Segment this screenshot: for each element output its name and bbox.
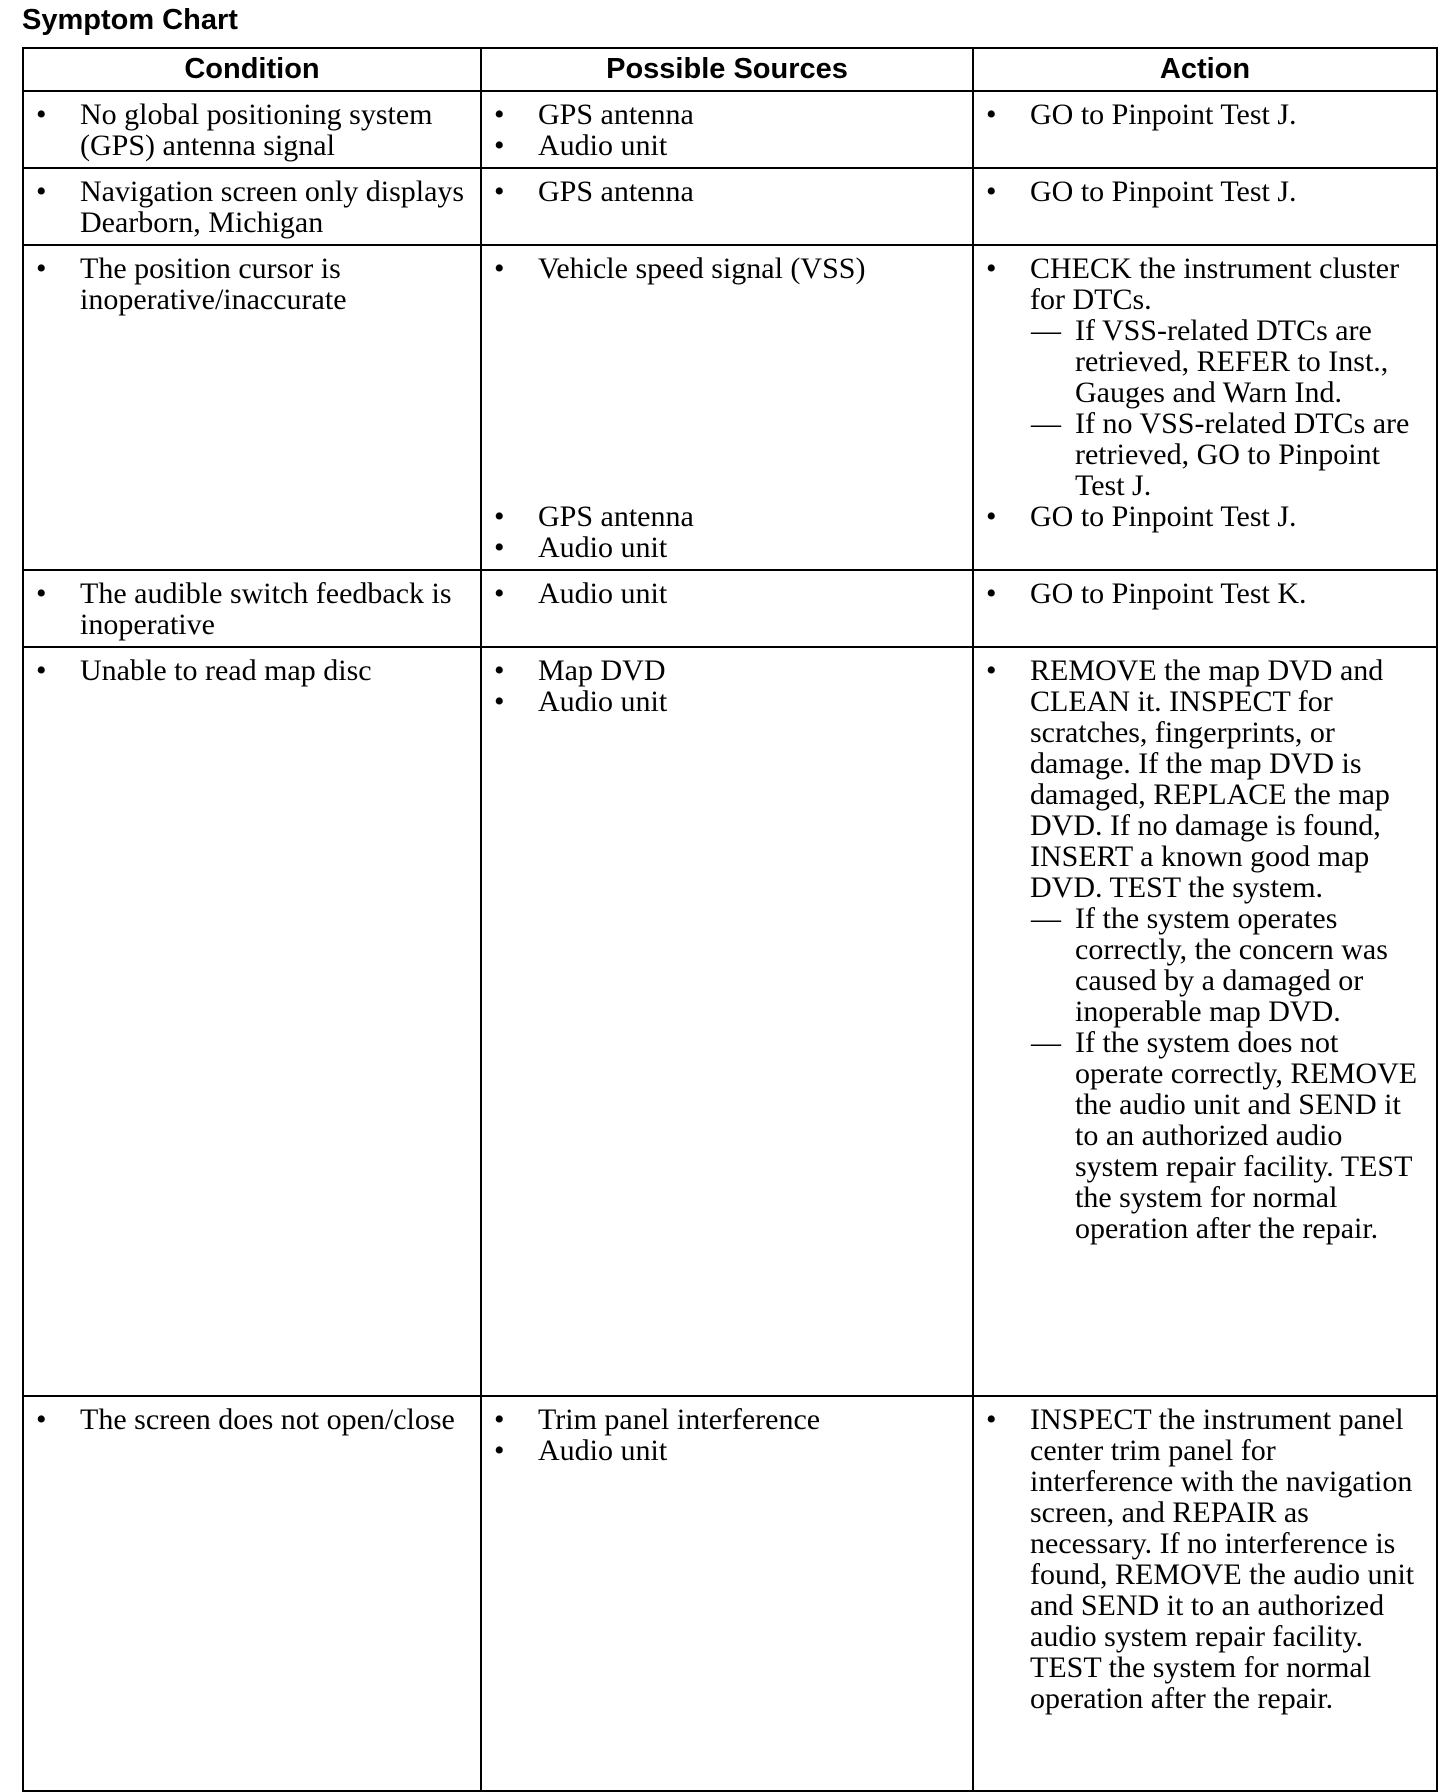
header-row xyxy=(23,48,1437,91)
condition-cell xyxy=(23,168,481,245)
action-item: • GO to Pinpoint Test K. xyxy=(986,578,1422,609)
dash-icon: — xyxy=(1031,407,1061,440)
action-subitem-text: If VSS-related DTCs are retrieved, REFER to Inst., Gauges and Warn Ind. xyxy=(1075,314,1389,409)
action-item: • GO to Pinpoint Test J. xyxy=(986,99,1422,130)
condition-item: • The screen does not open/close xyxy=(36,1404,466,1435)
condition-item: • The audible switch feedback is inoperative xyxy=(36,578,466,640)
condition-cell xyxy=(23,570,481,647)
source-item: • Vehicle speed signal (VSS) xyxy=(494,253,958,284)
source-item: • GPS antenna xyxy=(494,99,958,130)
source-item: • Audio unit xyxy=(494,686,958,717)
action-cell xyxy=(973,647,1437,1396)
condition-item: • Unable to read map disc xyxy=(36,655,466,686)
table-row xyxy=(23,91,1437,168)
action-item: • GO to Pinpoint Test J. xyxy=(986,176,1422,207)
action-cell xyxy=(973,245,1437,570)
table-row xyxy=(23,647,1437,1396)
sources-cell xyxy=(481,647,973,1396)
action-cell xyxy=(973,91,1437,168)
action-subitem xyxy=(986,903,1422,1027)
table-row xyxy=(23,245,1437,570)
dash-icon: — xyxy=(1031,1026,1061,1059)
header-action: Action xyxy=(973,48,1437,91)
sources-cell xyxy=(481,1396,973,1791)
action-subitem xyxy=(986,1027,1422,1244)
table-row xyxy=(23,1396,1437,1791)
action-cell xyxy=(973,168,1437,245)
condition-item: • Navigation screen only displays Dearborn, Michigan xyxy=(36,176,466,238)
action-subitem xyxy=(986,315,1422,408)
source-item: • Audio unit xyxy=(494,1435,958,1466)
action-item: • INSPECT the instrument panel center trim panel for interference with the navigation screen, and REPAIR as necessary. If no interference is found, REMOVE the audio unit and SEND it to an authorized audio system repair facility. TEST the system for normal operation after the repair. xyxy=(986,1404,1422,1714)
action-item: • GO to Pinpoint Test J. xyxy=(986,501,1422,532)
header-condition: Condition xyxy=(23,48,481,91)
condition-item: • No global positioning system (GPS) antenna signal xyxy=(36,99,466,161)
header-possible-sources: Possible Sources xyxy=(481,48,973,91)
chart-title: Symptom Chart xyxy=(22,4,238,36)
symptom-table xyxy=(22,47,1438,1792)
source-item: • Map DVD xyxy=(494,655,958,686)
dash-icon: — xyxy=(1031,902,1061,935)
action-subitem-text: If no VSS-related DTCs are retrieved, GO to Pinpoint Test J. xyxy=(1075,407,1410,502)
source-item: • GPS antenna xyxy=(494,501,958,532)
spacer xyxy=(494,284,958,501)
condition-cell xyxy=(23,91,481,168)
table-row xyxy=(23,570,1437,647)
action-cell xyxy=(973,1396,1437,1791)
condition-cell xyxy=(23,245,481,570)
condition-cell xyxy=(23,1396,481,1791)
source-item: • Audio unit xyxy=(494,130,958,161)
action-subitem xyxy=(986,408,1422,501)
source-item: • Audio unit xyxy=(494,532,958,563)
condition-cell xyxy=(23,647,481,1396)
condition-item: • The position cursor is inoperative/inaccurate xyxy=(36,253,466,315)
action-item: • REMOVE the map DVD and CLEAN it. INSPECT for scratches, fingerprints, or damage. If the map DVD is damaged, REPLACE the map DVD. If no damage is found, INSERT a known good map DVD. TEST the system. xyxy=(986,655,1422,903)
source-item: • Trim panel interference xyxy=(494,1404,958,1435)
table-row xyxy=(23,168,1437,245)
dash-icon: — xyxy=(1031,314,1061,347)
source-item: • Audio unit xyxy=(494,578,958,609)
source-item: • GPS antenna xyxy=(494,176,958,207)
sources-cell xyxy=(481,168,973,245)
sources-cell xyxy=(481,570,973,647)
action-subitem-text: If the system operates correctly, the concern was caused by a damaged or inoperable map DVD. xyxy=(1075,902,1388,1028)
action-subitem-text: If the system does not operate correctly, REMOVE the audio unit and SEND it to an authorized audio system repair facility. TEST the system for normal operation after the repair. xyxy=(1075,1026,1418,1245)
action-item: • CHECK the instrument cluster for DTCs. xyxy=(986,253,1422,315)
action-cell xyxy=(973,570,1437,647)
sources-cell xyxy=(481,245,973,570)
sources-cell xyxy=(481,91,973,168)
